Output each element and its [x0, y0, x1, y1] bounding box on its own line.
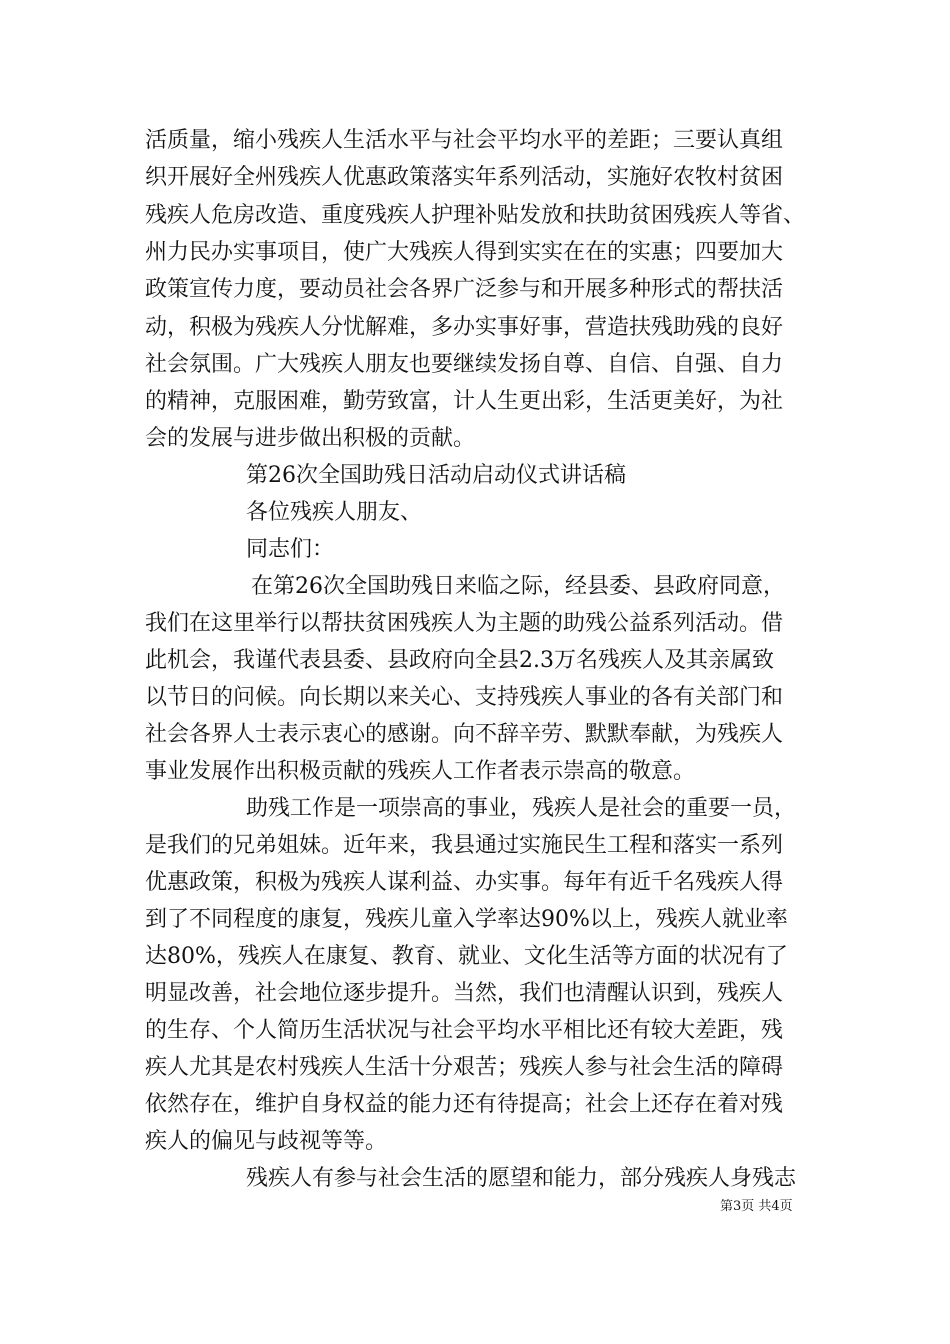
body-text-line: 在第26次全国助残日来临之际，经县委、县政府同意， [251, 574, 785, 599]
body-text-line: 事业发展作出积极贡献的残疾人工作者表示崇高的敬意。 [145, 759, 696, 784]
body-text-line: 残疾人危房改造、重度残疾人护理补贴发放和扶助贫困残疾人等省、 [145, 203, 806, 228]
body-text-line: 州力民办实事项目，使广大残疾人得到实实在在的实惠；四要加大 [145, 240, 784, 265]
body-text-line: 疾人的偏见与歧视等等。 [145, 1129, 388, 1154]
body-text-line: 我们在这里举行以帮扶贫困残疾人为主题的助残公益系列活动。借 [145, 611, 784, 636]
speech-title: 第26次全国助残日活动启动仪式讲话稿 [246, 463, 626, 488]
body-text-line: 活质量，缩小残疾人生活水平与社会平均水平的差距；三要认真组 [145, 128, 784, 153]
body-text-line: 社会氛围。广大残疾人朋友也要继续发扬自尊、自信、自强、自力 [145, 352, 784, 377]
body-text-line: 是我们的兄弟姐妹。近年来，我县通过实施民生工程和落实一系列 [145, 833, 784, 858]
body-text-line: 助残工作是一项崇高的事业，残疾人是社会的重要一员， [246, 796, 797, 821]
body-text-line: 的精神，克服困难，勤劳致富，计人生更出彩，生活更美好，为社 [145, 389, 784, 414]
body-text-line: 以节日的问候。向长期以来关心、支持残疾人事业的各有关部门和 [145, 685, 784, 710]
body-text-line: 会的发展与进步做出积极的贡献。 [145, 426, 476, 451]
body-text-line: 明显改善，社会地位逐步提升。当然，我们也清醒认识到，残疾人 [145, 981, 784, 1006]
body-text-line: 动，积极为残疾人分忧解难，多办实事好事，营造扶残助残的良好 [145, 315, 784, 340]
body-text-line: 残疾人有参与社会生活的愿望和能力，部分残疾人身残志 [246, 1166, 797, 1191]
salutation-line: 同志们： [246, 537, 335, 562]
body-text-line: 政策宣传力度，要动员社会各界广泛参与和开展多种形式的帮扶活 [145, 277, 784, 302]
body-text-line: 疾人尤其是农村残疾人生活十分艰苦；残疾人参与社会生活的障碍 [145, 1055, 784, 1080]
page-number-footer: 第3页 共4页 [720, 1199, 793, 1214]
body-text-line: 社会各界人士表示衷心的感谢。向不辞辛劳、默默奉献，为残疾人 [145, 722, 784, 747]
body-text-line: 依然存在，维护自身权益的能力还有待提高；社会上还存在着对残 [145, 1092, 784, 1117]
body-text-line: 此机会，我谨代表县委、县政府向全县2.3万名残疾人及其亲属致 [145, 648, 774, 673]
salutation-line: 各位残疾人朋友、 [246, 500, 423, 525]
body-text-line: 的生存、个人简历生活状况与社会平均水平相比还有较大差距，残 [145, 1018, 784, 1043]
body-text-line: 织开展好全州残疾人优惠政策落实年系列活动，实施好农牧村贫困 [145, 165, 784, 190]
body-text-line: 到了不同程度的康复，残疾儿童入学率达90%以上，残疾人就业率 [145, 907, 788, 932]
body-text-line: 达80%，残疾人在康复、教育、就业、文化生活等方面的状况有了 [145, 944, 788, 969]
body-text-line: 优惠政策，积极为残疾人谋利益、办实事。每年有近千名残疾人得 [145, 870, 784, 895]
